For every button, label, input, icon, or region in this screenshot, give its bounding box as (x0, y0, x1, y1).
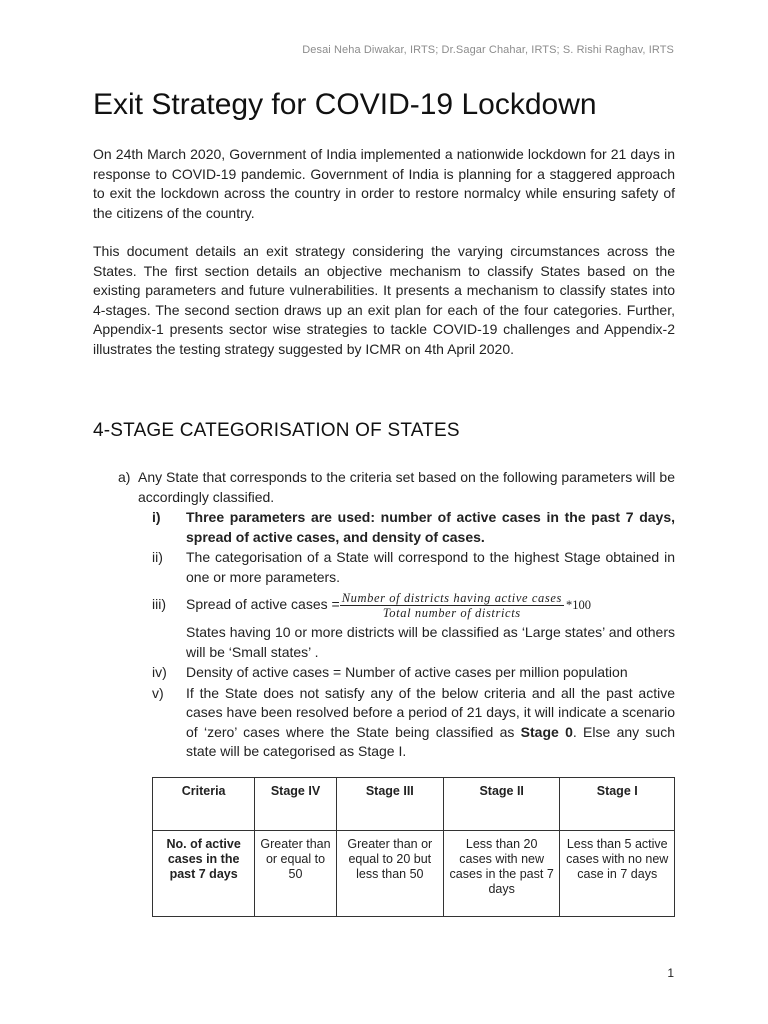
sub-item-text: The categorisation of a State will correspond to the highest Stage obtained in one or more parameters. (186, 549, 675, 585)
sub-marker: i) (152, 509, 161, 525)
page-title: Exit Strategy for COVID-19 Lockdown (93, 88, 597, 121)
list-item-a (118, 468, 675, 507)
table-row (153, 831, 675, 917)
formula-label: Spread of active cases = (186, 595, 340, 612)
formula (186, 591, 675, 620)
table-header-cell: Stage III (336, 778, 443, 831)
list-item-text: Any State that corresponds to the criteria set based on the following parameters will be accordingly classified. (138, 469, 675, 505)
list-marker: a) (118, 469, 131, 485)
formula-denominator: Total number of districts (382, 605, 521, 620)
table-cell: No. of active cases in the past 7 days (153, 831, 255, 917)
table-cell: Greater than or equal to 50 (255, 831, 336, 917)
sub-marker: ii) (152, 549, 163, 565)
sub-item-iii-note (152, 623, 675, 662)
sub-marker: iii) (152, 596, 166, 613)
sub-item-text: Density of active cases = Number of active cases per million population (186, 664, 628, 680)
sub-item-v (152, 684, 675, 762)
sub-item-text: Three parameters are used: number of active cases in the past 7 days, spread of active cases, and density of cases. (186, 509, 675, 545)
sub-item-i (152, 508, 675, 547)
sub-item-iii (152, 588, 675, 622)
sub-item-text: If the State does not satisfy any of the below criteria and all the past active cases have been resolved before a period of 21 days, it will indicate a scenario of ‘zero’ cases where the State being classified as Stage 0. Else any such state will be categorised as Stage I. (186, 684, 676, 759)
stage-zero-label: Stage 0 (520, 723, 573, 740)
formula-numerator: Number of districts having active cases (341, 590, 562, 605)
table-header-cell: Stage IV (255, 778, 336, 831)
header-authors: Desai Neha Diwakar, IRTS; Dr.Sagar Chahar, IRTS; S. Rishi Raghav, IRTS (302, 44, 674, 56)
formula-fraction (340, 591, 564, 620)
table-cell: Less than 20 cases with new cases in the past 7 days (443, 831, 560, 917)
sub-item-ii (152, 548, 675, 587)
table-header-cell: Criteria (153, 778, 255, 831)
table-header-cell: Stage II (443, 778, 560, 831)
page-number: 1 (667, 966, 674, 980)
table-cell: Greater than or equal to 20 but less than 50 (336, 831, 443, 917)
sub-item-note: States having 10 or more districts will be classified as ‘Large states’ and others will be ‘Small states’ . (186, 624, 675, 660)
table-header-row (153, 778, 675, 831)
formula-multiplier: *100 (565, 597, 591, 612)
sub-item-iv (152, 663, 675, 683)
table-cell: Less than 5 active cases with no new case in 7 days (560, 831, 675, 917)
table-header-cell: Stage I (560, 778, 675, 831)
sub-marker: iv) (152, 664, 167, 680)
sub-marker: v) (152, 684, 164, 701)
overview-paragraph: This document details an exit strategy considering the varying circumstances across the States. The first section details an objective mechanism to classify States based on the existing parameters and future vulnerabilities. It presents a mechanism to classify states into 4-stages. The second section draws up an exit plan for each of the four categories. Further, Appendix-1 presents sector wise strategies to tackle COVID-19 challenges and Appendix-2 illustrates the testing strategy suggested by ICMR on 4th April 2020. (93, 243, 675, 357)
stage-criteria-table (152, 777, 675, 917)
criteria-list (118, 468, 675, 762)
section-heading: 4-STAGE CATEGORISATION OF STATES (93, 420, 460, 441)
sub-list (152, 508, 675, 762)
intro-paragraph: On 24th March 2020, Government of India implemented a nationwide lockdown for 21 days in response to COVID-19 pandemic. Government of India is planning for a staggered approach to exit the lockdown across the country in order to restore normalcy while ensuring safety of the citizens of the country. (93, 146, 675, 221)
